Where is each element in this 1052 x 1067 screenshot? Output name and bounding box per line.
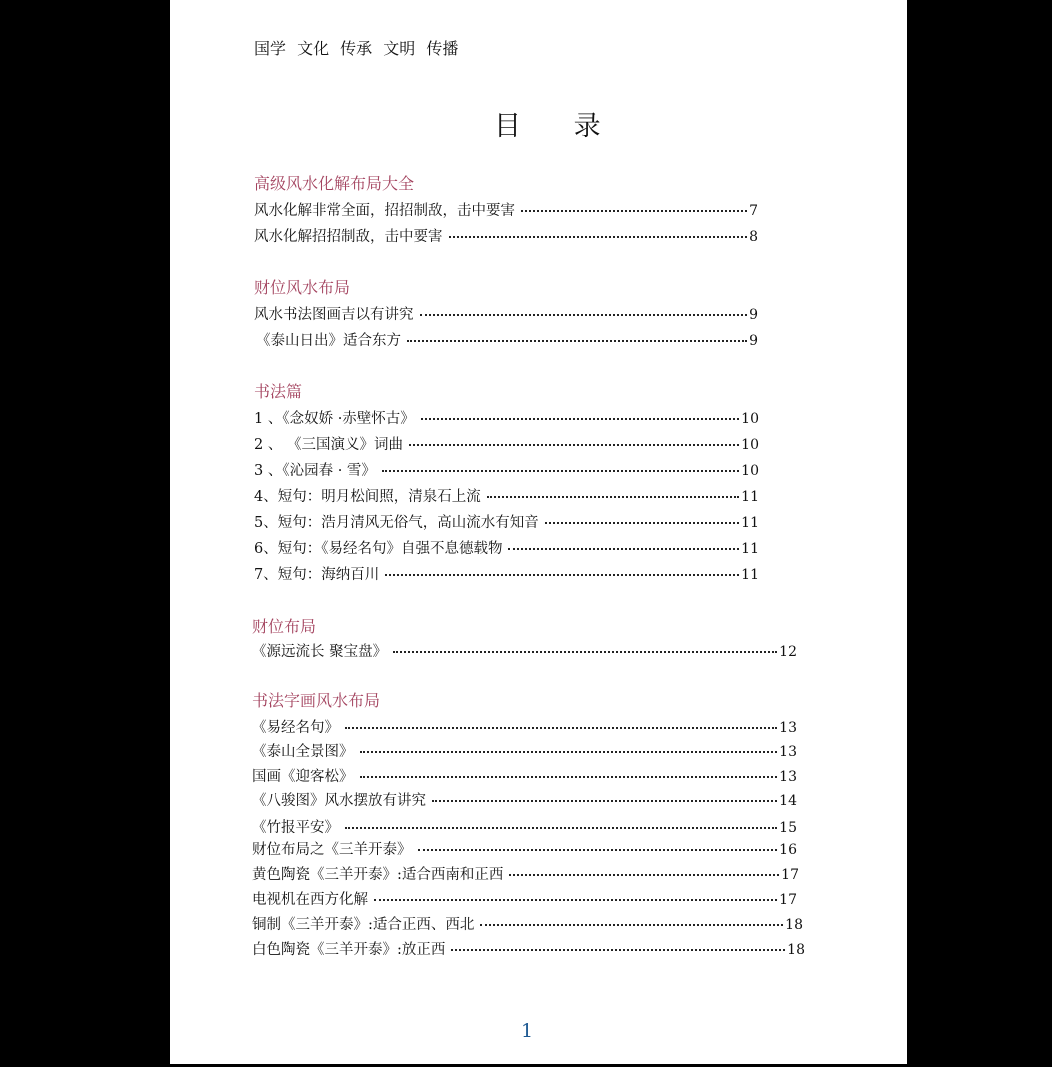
dot-leader [360,751,778,753]
toc-entry-page: 16 [779,842,797,858]
toc-entry[interactable] [254,537,759,557]
toc-entry[interactable] [254,225,758,245]
dot-leader [451,949,785,951]
dot-leader [480,924,783,926]
toc-entry-label: 黄色陶瓷《三羊开泰》:适合西南和正西 [252,867,504,883]
dot-leader [385,574,739,576]
toc-entry-label: 财位布局之《三羊开泰》 [252,842,412,858]
toc-section-heading: 书法篇 [254,382,303,401]
toc-entry-label: 风水书法图画吉以有讲究 [254,307,414,323]
toc-entry-page: 10 [741,437,759,453]
dot-leader [409,444,739,446]
dot-leader [360,776,778,778]
toc-entry-label: 《泰山日出》适合东方 [256,333,401,349]
toc-entry-label: 5、短句：浩月清风无俗气，高山流水有知音 [254,515,539,531]
toc-section-heading: 书法字画风水布局 [252,691,381,710]
toc-entry[interactable] [254,485,759,505]
toc-entry[interactable] [252,765,797,785]
toc-entry-page: 12 [779,644,797,660]
toc-entry-page: 14 [779,793,797,809]
dot-leader [382,470,739,472]
dot-leader [418,849,778,851]
toc-entry[interactable] [254,563,759,583]
toc-entry-label: 国画《迎客松》 [252,769,354,785]
toc-entry-label: 《竹报平安》 [252,820,339,836]
dot-leader [420,314,748,316]
toc-entry[interactable] [252,640,797,660]
dot-leader [545,522,739,524]
toc-entry-label: 《八骏图》风水摆放有讲究 [252,793,426,809]
dot-leader [508,548,739,550]
page-number: 1 [521,1020,534,1042]
toc-entry-label: 风水化解招招制敌，击中要害 [254,229,443,245]
dot-leader [407,340,747,342]
toc-entry[interactable] [252,888,797,908]
dot-leader [345,827,777,829]
toc-entry-page: 18 [785,917,803,933]
dot-leader [345,727,777,729]
toc-section-heading: 高级风水化解布局大全 [254,174,415,193]
toc-entry-page: 9 [749,307,758,323]
toc-entry-page: 11 [741,489,759,505]
toc-entry-label: 白色陶瓷《三羊开泰》:放正西 [252,942,446,958]
toc-entry[interactable] [254,199,758,219]
toc-entry[interactable] [254,459,759,479]
toc-entry-label: 7、短句：海纳百川 [254,567,380,583]
toc-section-heading: 财位风水布局 [254,278,351,297]
toc-entry[interactable] [256,329,758,349]
dot-leader [374,899,777,901]
toc-entry-page: 10 [741,463,759,479]
toc-entry-page: 17 [779,892,797,908]
toc-entry-label: 6、短句：《易经名句》自强不息德载物 [254,541,503,557]
dot-leader [521,210,747,212]
running-header: 国学 文化 传承 文明 传播 [254,39,459,58]
toc-entry-page: 9 [749,333,758,349]
dot-leader [487,496,739,498]
toc-entry-label: 《泰山全景图》 [252,744,354,760]
toc-entry-page: 18 [787,942,805,958]
toc-entry-page: 11 [741,515,759,531]
toc-entry-page: 11 [741,567,759,583]
toc-entry[interactable] [252,716,797,736]
toc-entry-page: 8 [749,229,758,245]
toc-entry-page: 15 [779,820,797,836]
toc-entry[interactable] [252,789,797,809]
toc-title: 目 录 [494,111,623,142]
toc-entry-label: 《易经名句》 [252,720,339,736]
toc-entry-label: 2 、 《三国演义》词曲 [254,437,403,453]
toc-entry[interactable] [254,433,759,453]
toc-entry-page: 13 [779,720,797,736]
dot-leader [432,800,777,802]
toc-section-heading: 财位布局 [252,617,317,636]
toc-entry[interactable] [254,407,759,427]
toc-entry[interactable] [252,863,799,883]
toc-entry-label: 1 、《念奴娇 ·赤壁怀古》 [254,411,415,427]
dot-leader [509,874,779,876]
toc-entry-label: 风水化解非常全面，招招制敌，击中要害 [254,203,515,219]
toc-entry-page: 17 [781,867,799,883]
dot-leader [449,236,748,238]
toc-entry-label: 铜制《三羊开泰》:适合正西、西北 [252,917,475,933]
toc-entry[interactable] [252,938,805,958]
toc-entry-page: 10 [741,411,759,427]
toc-entry-page: 13 [779,769,797,785]
toc-entry-page: 13 [779,744,797,760]
toc-entry[interactable] [252,740,797,760]
toc-entry-page: 7 [749,203,758,219]
toc-entry-label: 电视机在西方化解 [252,892,368,908]
toc-entry-label: 3 、《沁园春 · 雪》 [254,463,376,479]
toc-entry[interactable] [252,838,797,858]
dot-leader [421,418,739,420]
document-page [170,0,907,1064]
toc-entry-page: 11 [741,541,759,557]
dot-leader [393,651,777,653]
toc-entry-label: 《源远流长 聚宝盘》 [252,644,388,660]
toc-entry[interactable] [252,913,803,933]
toc-entry[interactable] [252,816,797,836]
toc-entry[interactable] [254,511,759,531]
toc-entry-label: 4、短句：明月松间照，清泉石上流 [254,489,481,505]
toc-entry[interactable] [254,303,758,323]
